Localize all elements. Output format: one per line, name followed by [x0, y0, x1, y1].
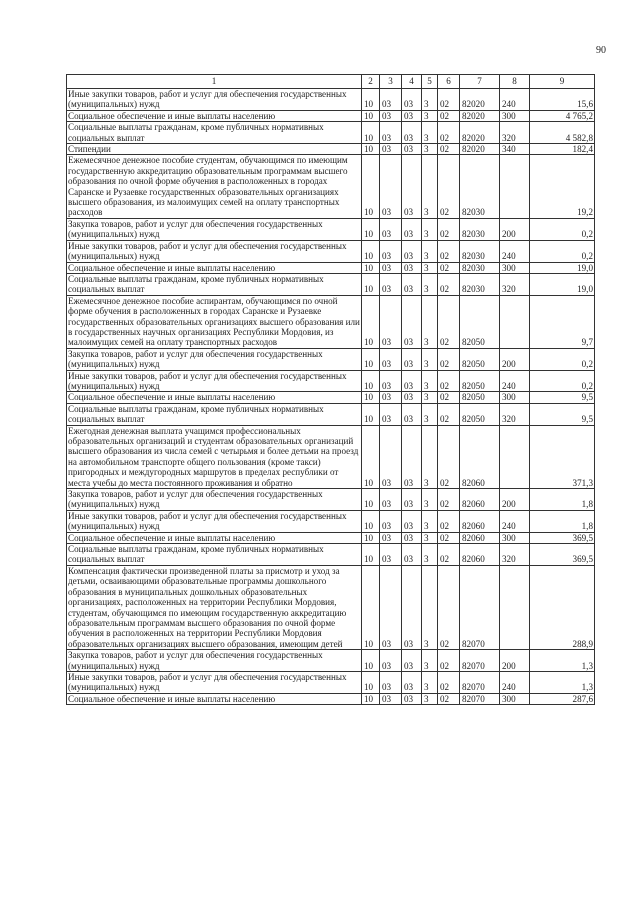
code-direction: 82020: [460, 122, 500, 144]
table-row: [67, 489, 595, 511]
code-expense-type: 340: [500, 144, 530, 155]
code-expense-type: 300: [500, 693, 530, 704]
code-direction: 82030: [460, 155, 500, 218]
code-subsection: 03: [380, 262, 402, 273]
code-program: 03: [402, 273, 422, 295]
code-section: 10: [362, 510, 380, 532]
row-amount: 287,6: [530, 693, 595, 704]
code-section: 10: [362, 392, 380, 403]
code-program: 03: [402, 425, 422, 488]
code-subprogram-b: 02: [438, 295, 460, 348]
code-subprogram-a: 3: [422, 425, 438, 488]
code-section: 10: [362, 218, 380, 240]
code-expense-type: 200: [500, 348, 530, 370]
row-name: Ежемесячное денежное пособие аспирантам, обучающимся по очной форме обучения в расположенных в городах Саранске и Рузаевке государственных образовательных организациях высшего образования или в государственных научных организациях Республики Мордовия, из малоимущих семей на оплату транспортных расходов: [68, 295, 360, 348]
code-subprogram-b: 02: [438, 693, 460, 704]
table-row: [67, 122, 595, 144]
code-subsection: 03: [380, 532, 402, 543]
code-subprogram-a: 3: [422, 155, 438, 218]
code-subprogram-a: 3: [422, 348, 438, 370]
code-program: 03: [402, 89, 422, 111]
code-subprogram-a: 3: [422, 262, 438, 273]
code-expense-type: 300: [500, 262, 530, 273]
code-subprogram-a: 3: [422, 218, 438, 240]
header-cell: 1: [67, 75, 362, 89]
row-name: Ежегодная денежная выплата учащимся профессиональных образовательных организаций и студентам образовательных организаций высшего образования из числа семей с четырьмя и более детьми на проезд на автомобильном транспорте общего пользования (кроме такси) пригородных и междугородных маршрутов в пределах республики от места учебы до места постоянного проживания и обратно: [67, 425, 362, 488]
code-subprogram-b: 02: [438, 510, 460, 532]
code-subsection: 03: [380, 295, 402, 348]
code-section: 10: [362, 532, 380, 543]
code-program: 03: [402, 489, 422, 511]
row-amount: 19,2: [530, 155, 595, 218]
code-direction: 82060: [460, 532, 500, 543]
row-name: Закупка товаров, работ и услуг для обеспечения государственных (муниципальных) нужд: [67, 489, 362, 511]
code-program: 03: [402, 348, 422, 370]
code-subsection: 03: [380, 273, 402, 295]
row-amount: 1,8: [530, 489, 595, 511]
code-subsection: 03: [380, 155, 402, 218]
code-subsection: 03: [380, 489, 402, 511]
code-subprogram-b: 02: [438, 392, 460, 403]
code-subprogram-a: 3: [422, 671, 438, 693]
code-subprogram-b: 02: [438, 110, 460, 121]
table-row: [67, 403, 595, 425]
code-expense-type: 300: [500, 110, 530, 121]
code-subprogram-b: 02: [438, 425, 460, 488]
code-subsection: 03: [380, 370, 402, 392]
table-row: [67, 671, 595, 693]
code-expense-type: 240: [500, 671, 530, 693]
code-section: 10: [362, 110, 380, 121]
row-amount: 15,6: [530, 89, 595, 111]
code-section: 10: [362, 650, 380, 672]
code-section: 10: [362, 295, 380, 348]
code-subsection: 03: [380, 122, 402, 144]
code-direction: 82070: [460, 565, 500, 649]
row-name: Социальное обеспечение и иные выплаты населению: [67, 110, 362, 121]
code-section: 10: [362, 144, 380, 155]
code-direction: 82060: [460, 489, 500, 511]
code-program: 03: [402, 544, 422, 566]
table-row: [67, 565, 595, 649]
code-expense-type: [500, 295, 530, 348]
row-name: Социальные выплаты гражданам, кроме публичных нормативных социальных выплат: [67, 403, 362, 425]
code-subprogram-a: 3: [422, 89, 438, 111]
code-section: 10: [362, 425, 380, 488]
table-row: [67, 392, 595, 403]
row-amount: 9,5: [530, 403, 595, 425]
code-direction: 82050: [460, 348, 500, 370]
header-cell: 3: [380, 75, 402, 89]
header-cell: 8: [500, 75, 530, 89]
code-program: 03: [402, 510, 422, 532]
code-subsection: 03: [380, 650, 402, 672]
code-section: 10: [362, 348, 380, 370]
code-program: 03: [402, 693, 422, 704]
code-subsection: 03: [380, 89, 402, 111]
code-program: 03: [402, 650, 422, 672]
code-direction: 82070: [460, 650, 500, 672]
code-subprogram-a: 3: [422, 370, 438, 392]
code-direction: 82060: [460, 544, 500, 566]
code-subprogram-b: 02: [438, 403, 460, 425]
code-program: 03: [402, 110, 422, 121]
code-program: 03: [402, 144, 422, 155]
code-expense-type: 320: [500, 544, 530, 566]
code-subsection: 03: [380, 693, 402, 704]
code-subprogram-a: 3: [422, 532, 438, 543]
code-section: 10: [362, 240, 380, 262]
code-subprogram-b: 02: [438, 122, 460, 144]
table-row: [67, 693, 595, 704]
table-row: [67, 295, 595, 348]
code-subprogram-a: 3: [422, 240, 438, 262]
code-section: 10: [362, 489, 380, 511]
table-row: [67, 218, 595, 240]
row-amount: 9,7: [530, 295, 595, 348]
code-program: 03: [402, 370, 422, 392]
table-row: [67, 262, 595, 273]
code-expense-type: 240: [500, 89, 530, 111]
code-subprogram-b: 02: [438, 155, 460, 218]
code-direction: 82050: [460, 370, 500, 392]
row-amount: 1,3: [530, 671, 595, 693]
code-subprogram-b: 02: [438, 273, 460, 295]
code-subsection: 03: [380, 218, 402, 240]
code-direction: 82060: [460, 425, 500, 488]
code-direction: 82050: [460, 403, 500, 425]
row-amount: 369,5: [530, 532, 595, 543]
table-row: [67, 510, 595, 532]
table-row: [67, 273, 595, 295]
code-program: 03: [402, 392, 422, 403]
code-section: 10: [362, 671, 380, 693]
code-program: 03: [402, 218, 422, 240]
code-subsection: 03: [380, 392, 402, 403]
code-subprogram-b: 02: [438, 144, 460, 155]
code-subprogram-b: 02: [438, 671, 460, 693]
code-subprogram-a: 3: [422, 392, 438, 403]
row-amount: 19,0: [530, 273, 595, 295]
code-direction: 82020: [460, 89, 500, 111]
code-subprogram-a: 3: [422, 295, 438, 348]
code-subsection: 03: [380, 565, 402, 649]
code-subprogram-b: 02: [438, 370, 460, 392]
code-expense-type: [500, 425, 530, 488]
code-subsection: 03: [380, 425, 402, 488]
code-section: 10: [362, 155, 380, 218]
row-amount: 0,2: [530, 370, 595, 392]
row-name: Иные закупки товаров, работ и услуг для обеспечения государственных (муниципальных) нужд: [67, 89, 362, 111]
code-section: 10: [362, 89, 380, 111]
code-direction: 82030: [460, 240, 500, 262]
code-subprogram-b: 02: [438, 532, 460, 543]
code-subsection: 03: [380, 110, 402, 121]
code-program: 03: [402, 262, 422, 273]
row-amount: 1,3: [530, 650, 595, 672]
code-subsection: 03: [380, 144, 402, 155]
row-name: Социальное обеспечение и иные выплаты населению: [67, 262, 362, 273]
code-direction: 82050: [460, 392, 500, 403]
header-cell: 4: [402, 75, 422, 89]
table-row: [67, 544, 595, 566]
code-subprogram-a: 3: [422, 510, 438, 532]
code-direction: 82030: [460, 218, 500, 240]
row-amount: 369,5: [530, 544, 595, 566]
table-row: [67, 348, 595, 370]
code-subprogram-a: 3: [422, 122, 438, 144]
code-direction: 82030: [460, 273, 500, 295]
row-amount: 288,9: [530, 565, 595, 649]
table-row: [67, 650, 595, 672]
row-name: Иные закупки товаров, работ и услуг для обеспечения государственных (муниципальных) нужд: [67, 370, 362, 392]
header-cell: 5: [422, 75, 438, 89]
code-subprogram-b: 02: [438, 262, 460, 273]
row-amount: 0,2: [530, 348, 595, 370]
code-subsection: 03: [380, 510, 402, 532]
code-program: 03: [402, 671, 422, 693]
row-amount: 182,4: [530, 144, 595, 155]
code-expense-type: 240: [500, 240, 530, 262]
code-expense-type: 240: [500, 510, 530, 532]
row-name: Иные закупки товаров, работ и услуг для обеспечения государственных (муниципальных) нужд: [67, 671, 362, 693]
code-subprogram-a: 3: [422, 489, 438, 511]
code-subprogram-b: 02: [438, 565, 460, 649]
header-cell: 7: [460, 75, 500, 89]
row-name: Иные закупки товаров, работ и услуг для обеспечения государственных (муниципальных) нужд: [67, 510, 362, 532]
code-expense-type: 320: [500, 403, 530, 425]
row-name: Иные закупки товаров, работ и услуг для обеспечения государственных (муниципальных) нужд: [67, 240, 362, 262]
code-direction: 82020: [460, 110, 500, 121]
code-subprogram-b: 02: [438, 348, 460, 370]
code-section: 10: [362, 370, 380, 392]
row-amount: 4 765,2: [530, 110, 595, 121]
code-subprogram-a: 3: [422, 273, 438, 295]
header-cell: 2: [362, 75, 380, 89]
code-section: 10: [362, 693, 380, 704]
code-subsection: 03: [380, 403, 402, 425]
row-name: Компенсация фактически произведенной платы за присмотр и уход за детьми, осваивающими образовательные программы дошкольного образования в муниципальных дошкольных образовательных организациях, расположенных на территории Республики Мордовия, студентам, обучающимся по имеющим государственную аккредитацию образовательным программам высшего образования по очной форме обучения в расположенных на территории Республики Мордовия образовательных организациях высшего образования, имеющим детей: [67, 565, 362, 649]
code-section: 10: [362, 273, 380, 295]
row-name: Социальное обеспечение и иные выплаты населению: [67, 693, 362, 704]
row-name: Социальные выплаты гражданам, кроме публичных нормативных социальных выплат: [67, 122, 362, 144]
code-subsection: 03: [380, 671, 402, 693]
table-row: [67, 144, 595, 155]
code-expense-type: 320: [500, 273, 530, 295]
table-row: [67, 532, 595, 543]
row-amount: 1,8: [530, 510, 595, 532]
code-section: 10: [362, 565, 380, 649]
row-name: Социальные выплаты гражданам, кроме публичных нормативных социальных выплат: [67, 273, 362, 295]
code-subprogram-a: 3: [422, 650, 438, 672]
code-subprogram-b: 02: [438, 544, 460, 566]
code-expense-type: 300: [500, 532, 530, 543]
code-direction: 82050: [460, 295, 500, 348]
header-cell: 6: [438, 75, 460, 89]
code-program: 03: [402, 565, 422, 649]
row-amount: 0,2: [530, 240, 595, 262]
code-section: 10: [362, 403, 380, 425]
code-expense-type: 320: [500, 122, 530, 144]
code-expense-type: [500, 155, 530, 218]
code-subprogram-a: 3: [422, 565, 438, 649]
code-section: 10: [362, 122, 380, 144]
table-row: [67, 240, 595, 262]
code-subprogram-a: 3: [422, 144, 438, 155]
code-expense-type: 300: [500, 392, 530, 403]
code-subprogram-b: 02: [438, 240, 460, 262]
page-number: 90: [596, 45, 606, 56]
code-program: 03: [402, 403, 422, 425]
row-name: Стипендии: [67, 144, 362, 155]
code-direction: 82030: [460, 262, 500, 273]
code-direction: 82070: [460, 693, 500, 704]
code-subsection: 03: [380, 544, 402, 566]
header-cell: 9: [530, 75, 595, 89]
code-subprogram-a: 3: [422, 110, 438, 121]
code-expense-type: 200: [500, 218, 530, 240]
code-subsection: 03: [380, 348, 402, 370]
code-subprogram-a: 3: [422, 544, 438, 566]
table-row: [67, 425, 595, 488]
table-body: [67, 89, 595, 705]
row-amount: 4 582,8: [530, 122, 595, 144]
table-row: [67, 110, 595, 121]
code-subprogram-b: 02: [438, 650, 460, 672]
code-subsection: 03: [380, 240, 402, 262]
row-name: Социальное обеспечение и иные выплаты населению: [67, 392, 362, 403]
code-program: 03: [402, 295, 422, 348]
code-subprogram-a: 3: [422, 693, 438, 704]
code-subprogram-b: 02: [438, 489, 460, 511]
table-row: [67, 370, 595, 392]
row-name: Закупка товаров, работ и услуг для обеспечения государственных (муниципальных) нужд: [67, 218, 362, 240]
code-section: 10: [362, 544, 380, 566]
code-program: 03: [402, 155, 422, 218]
row-name: Закупка товаров, работ и услуг для обеспечения государственных (муниципальных) нужд: [67, 650, 362, 672]
code-program: 03: [402, 240, 422, 262]
row-name: Закупка товаров, работ и услуг для обеспечения государственных (муниципальных) нужд: [67, 348, 362, 370]
code-expense-type: [500, 565, 530, 649]
row-name: Социальные выплаты гражданам, кроме публичных нормативных социальных выплат: [67, 544, 362, 566]
code-program: 03: [402, 532, 422, 543]
row-amount: 9,5: [530, 392, 595, 403]
table-row: [67, 155, 595, 218]
row-amount: 0,2: [530, 218, 595, 240]
code-direction: 82020: [460, 144, 500, 155]
row-name: Ежемесячное денежное пособие студентам, обучающимся по имеющим государственную аккредитацию образовательным программам высшего образования по очной форме обучения в расположенных в городах Саранске и Рузаевке государственных образовательных организациях высшего образования, из малоимущих семей на оплату транспортных расходов: [67, 155, 362, 218]
code-subprogram-b: 02: [438, 218, 460, 240]
code-section: 10: [362, 262, 380, 273]
code-expense-type: 200: [500, 489, 530, 511]
budget-table: [66, 74, 595, 705]
table-header-row: [67, 75, 595, 89]
code-subprogram-a: 3: [422, 403, 438, 425]
code-expense-type: 200: [500, 650, 530, 672]
row-name: Социальное обеспечение и иные выплаты населению: [67, 532, 362, 543]
code-subprogram-b: 02: [438, 89, 460, 111]
code-direction: 82070: [460, 671, 500, 693]
code-direction: 82060: [460, 510, 500, 532]
row-amount: 371,3: [530, 425, 595, 488]
row-amount: 19,0: [530, 262, 595, 273]
table-row: [67, 89, 595, 111]
code-expense-type: 240: [500, 370, 530, 392]
code-program: 03: [402, 122, 422, 144]
